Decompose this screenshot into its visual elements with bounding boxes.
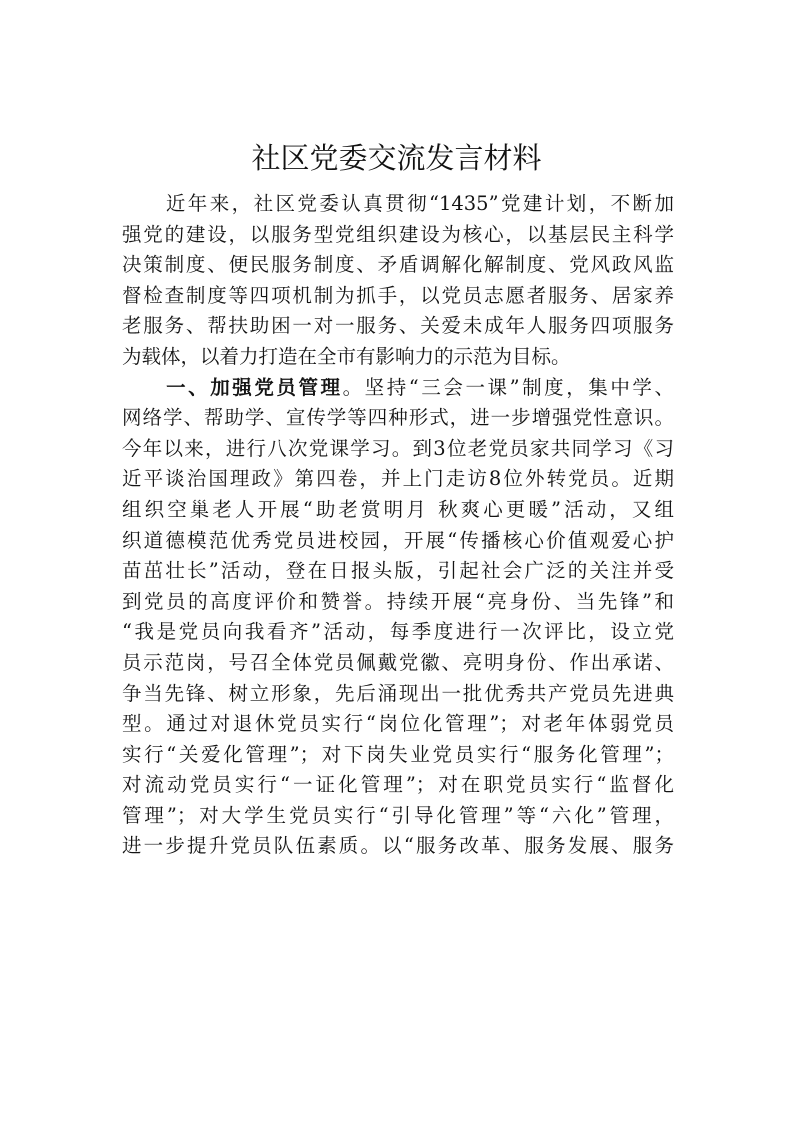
paragraph-2-first-line-text: 。坚持“三会一课”制度，集中学、 [342, 375, 674, 399]
paragraph-2-line: 网络学、帮助学、宣传学等四种形式，进一步增强党性意识。 [122, 406, 674, 430]
paragraph-1-line: 老服务、帮扶助困一对一服务、关爱未成年人服务四项服务 [122, 314, 674, 338]
paragraph-2-line: 苗茁壮长”活动，登在日报头版，引起社会广泛的关注并受 [122, 559, 674, 583]
paragraph-1-line: 督检查制度等四项机制为抓手，以党员志愿者服务、居家养 [122, 283, 674, 307]
paragraph-1-line: 近年来，社区党委认真贯彻“1435”党建计划，不断加 [122, 192, 674, 215]
paragraph-2-line: 今年以来，进行八次党课学习。到3位老党员家共同学习《习 [122, 436, 674, 460]
paragraph-2-line: 进一步提升党员队伍素质。以“服务改革、服务发展、服务 [122, 834, 674, 858]
paragraph-2-line: 对流动党员实行“一证化管理”；对在职党员实行“监督化 [122, 773, 674, 797]
paragraph-2-line: 到党员的高度评价和赞誉。持续开展“亮身份、当先锋”和 [122, 589, 674, 613]
paragraph-2-line: 组织空巢老人开展“助老赏明月 秋爽心更暖”活动，又组 [122, 497, 674, 521]
document-body [122, 189, 674, 862]
paragraph-2-line: 管理”；对大学生党员实行“引导化管理”等“六化”管理， [122, 803, 674, 827]
paragraph-1-line: 强党的建设，以服务型党组织建设为核心，以基层民主科学 [122, 222, 674, 246]
paragraph-2-line: 近平谈治国理政》第四卷，并上门走访8位外转党员。近期 [122, 467, 674, 491]
section-heading: 一、加强党员管理 [166, 375, 343, 399]
paragraph-2-line: 员示范岗，号召全体党员佩戴党徽、亮明身份、作出承诺、 [122, 650, 674, 674]
paragraph-2-line: 织道德模范优秀党员进校园，开展“传播核心价值观爱心护 [122, 528, 674, 552]
document-title: 社区党委交流发言材料 [251, 141, 542, 175]
paragraph-2-line: 实行“关爱化管理”；对下岗失业党员实行“服务化管理”； [122, 742, 674, 766]
paragraph-2-indent [122, 376, 166, 399]
paragraph-1-line: 决策制度、便民服务制度、矛盾调解化解制度、党风政风监 [122, 253, 674, 277]
paragraph-2-line: 型。通过对退休党员实行“岗位化管理”；对老年体弱党员 [122, 712, 674, 736]
paragraph-2-first-line [122, 373, 674, 404]
paragraph-2-line: 争当先锋、树立形象，先后涌现出一批优秀共产党员先进典 [122, 681, 674, 705]
paragraph-1-line: 为载体，以着力打造在全市有影响力的示范为目标。 [122, 344, 571, 368]
paragraph-2-line: “我是党员向我看齐”活动，每季度进行一次评比，设立党 [122, 620, 674, 644]
